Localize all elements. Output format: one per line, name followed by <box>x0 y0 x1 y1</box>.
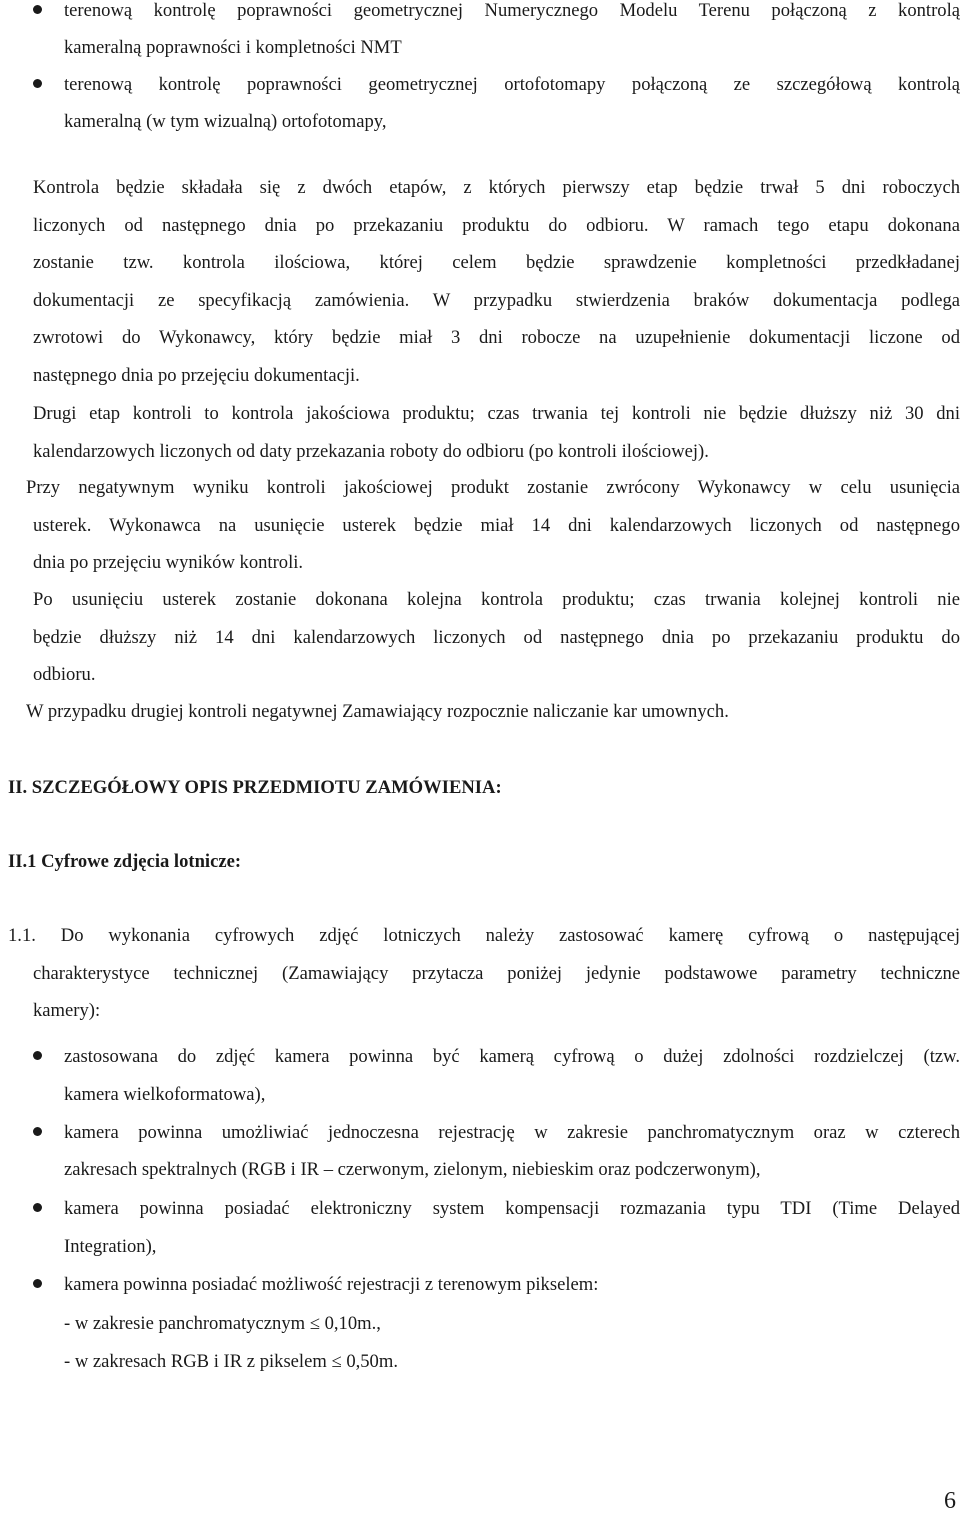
paragraph-line: Drugi etap kontroli to kontrola jakościowa produktu; czas trwania tej kontroli nie będzie dłuższy niż 30 dni <box>33 403 960 424</box>
list-item-text: kamera powinna posiadać możliwość rejestracji z terenowym pikselem: <box>64 1274 599 1295</box>
paragraph-line: usterek. Wykonawca na usunięcie usterek będzie miał 14 dni kalendarzowych liczonych od następnego <box>33 515 960 536</box>
list-item-text: kameralną poprawności i kompletności NMT <box>64 37 402 58</box>
paragraph-line: będzie dłuższy niż 14 dni kalendarzowych liczonych od następnego dnia po przekazaniu produktu do <box>33 627 960 648</box>
list-item-text: terenową kontrolę poprawności geometrycznej Numerycznego Modelu Terenu połączoną z kontrolą <box>64 0 960 21</box>
bullet-icon <box>33 1203 42 1212</box>
bullet-icon <box>33 79 42 88</box>
paragraph-line: liczonych od następnego dnia po przekazaniu produktu do odbioru. W ramach tego etapu dokonana <box>33 215 960 236</box>
list-item-continuation <box>0 1151 960 1189</box>
list-item-text: kamera powinna posiadać elektroniczny system kompensacji rozmazania typu TDI (Time Delayed <box>64 1198 960 1219</box>
paragraph-line: W przypadku drugiej kontroli negatywnej Zamawiający rozpocznie naliczanie kar umownych. <box>26 701 729 722</box>
paragraph-line: dokumentacji ze specyfikacją zamówienia. W przypadku stwierdzenia braków dokumentacja podlega <box>33 290 960 311</box>
paragraph-line: kalendarzowych liczonych od daty przekazania roboty do odbioru (po kontroli ilościowej). <box>33 441 709 462</box>
list-item-continuation <box>0 29 960 67</box>
paragraph-line: 1.1. Do wykonania cyfrowych zdjęć lotniczych należy zastosować kamerę cyfrową o następującej <box>8 925 960 946</box>
section-heading: II. SZCZEGÓŁOWY OPIS PRZEDMIOTU ZAMÓWIENIA: <box>8 777 502 798</box>
list-item <box>0 1038 960 1076</box>
paragraph-line: Po usunięciu usterek zostanie dokonana kolejna kontrola produktu; czas trwania kolejnej kontroli nie <box>33 589 960 610</box>
list-item-continuation <box>0 1228 960 1266</box>
paragraph-line: kamery): <box>33 1000 101 1021</box>
paragraph-line: Kontrola będzie składała się z dwóch etapów, z których pierwszy etap będzie trwał 5 dni roboczych <box>33 177 960 198</box>
list-item <box>0 1190 960 1228</box>
list-item-continuation <box>0 103 960 141</box>
paragraph-line: następnego dnia po przejęciu dokumentacji. <box>33 365 360 386</box>
list-item <box>0 0 960 30</box>
list-item-text: kamera powinna umożliwiać jednoczesna rejestrację w zakresie panchromatycznym oraz w czterech <box>64 1122 960 1143</box>
paragraph-line: dnia po przejęciu wyników kontroli. <box>33 552 304 573</box>
list-item-text: zakresach spektralnych (RGB i IR – czerwonym, zielonym, niebieskim oraz podczerwonym), <box>64 1159 761 1180</box>
list-item-text: terenową kontrolę poprawności geometrycznej ortofotomapy połączoną ze szczegółową kontrolą <box>64 74 960 95</box>
bullet-icon <box>33 1051 42 1060</box>
paragraph-line: Przy negatywnym wyniku kontroli jakościowej produkt zostanie zwrócony Wykonawcy w celu usunięcia <box>26 477 960 498</box>
list-item-text: Integration), <box>64 1236 157 1257</box>
page-number: 6 <box>944 1488 956 1514</box>
list-item-text: zastosowana do zdjęć kamera powinna być kamerą cyfrową o dużej zdolności rozdzielczej (tzw. <box>64 1046 960 1067</box>
list-item <box>0 1114 960 1152</box>
paragraph-line: zostanie tzw. kontrola ilościowa, której celem będzie sprawdzenie kompletności przedkładanej <box>33 252 960 273</box>
list-item-text: kamera wielkoformatowa), <box>64 1084 266 1105</box>
subsection-heading: II.1 Cyfrowe zdjęcia lotnicze: <box>8 851 242 872</box>
paragraph-line: zwrotowi do Wykonawcy, który będzie miał 3 dni robocze na uzupełnienie dokumentacji liczone od <box>33 327 960 348</box>
sub-list-item: - w zakresach RGB i IR z pikselem ≤ 0,50m. <box>64 1351 398 1372</box>
bullet-icon <box>33 1279 42 1288</box>
paragraph-line: charakterystyce technicznej (Zamawiający przytacza poniżej jedynie podstawowe parametry techniczne <box>33 963 960 984</box>
bullet-icon <box>33 5 42 14</box>
list-item <box>0 66 960 104</box>
bullet-icon <box>33 1127 42 1136</box>
list-item-text: kameralną (w tym wizualną) ortofotomapy, <box>64 111 387 132</box>
list-item-continuation <box>0 1076 960 1114</box>
sub-list-item: - w zakresie panchromatycznym ≤ 0,10m., <box>64 1313 381 1334</box>
list-item <box>0 1266 960 1304</box>
paragraph-line: odbioru. <box>33 664 96 685</box>
